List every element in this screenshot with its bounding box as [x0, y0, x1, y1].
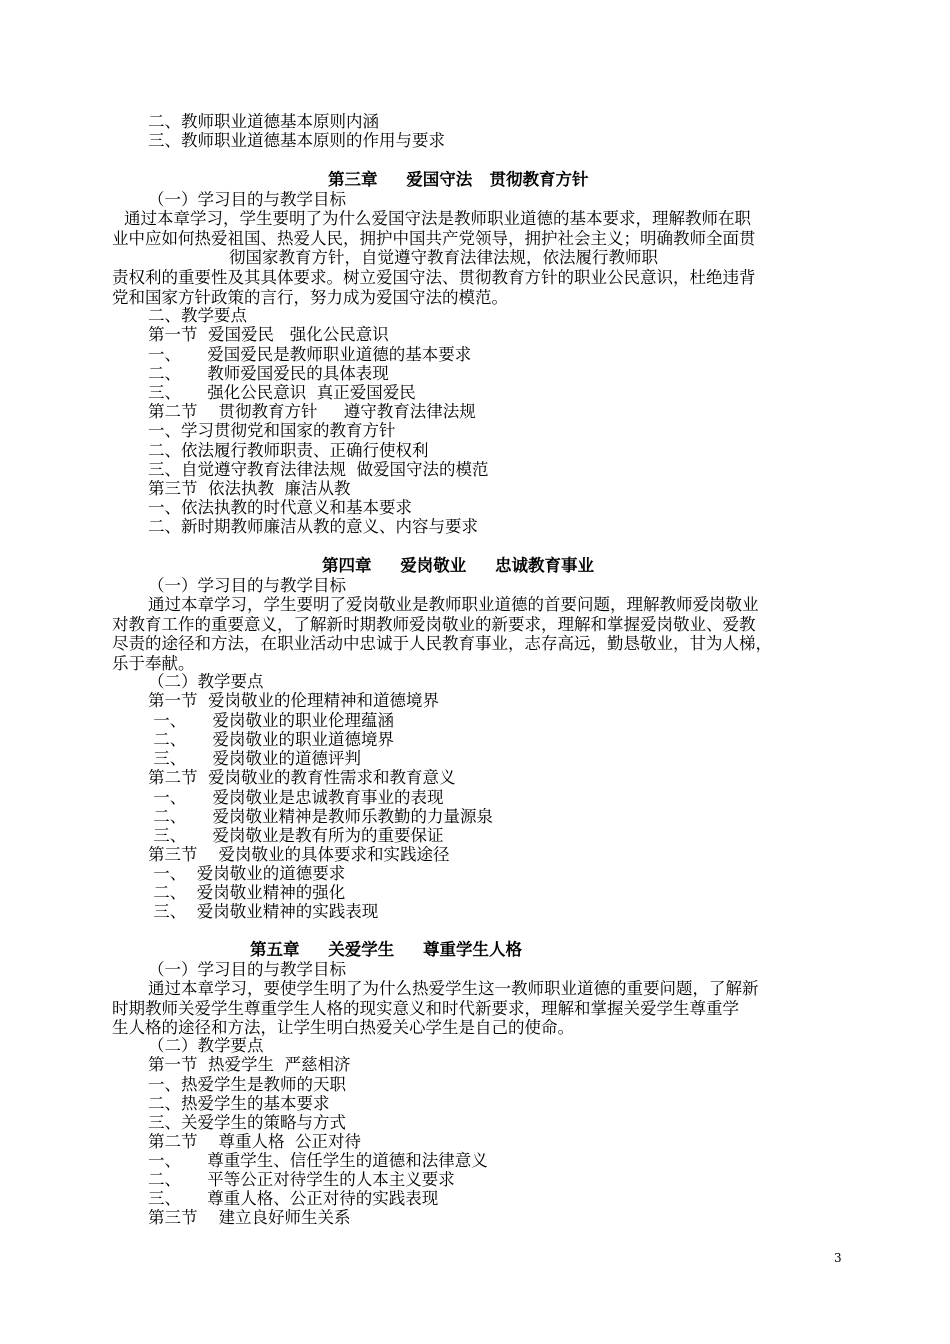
list-item: 二、新时期教师廉洁从教的意义、内容与要求	[148, 517, 478, 536]
paragraph-line: 对教育工作的重要意义，了解新时期教师爱岗敬业的新要求，理解和掌握爱岗敬业、爱教	[112, 615, 756, 634]
list-item: 三、 爱岗敬业的道德评判	[148, 749, 361, 768]
paragraph-line: 通过本章学习，学生要明了爱岗敬业是教师职业道德的首要问题，理解教师爱岗敬业	[148, 595, 759, 614]
section-heading: 第一节 热爱学生 严慈相济	[148, 1055, 351, 1074]
list-item: 三、 爱岗敬业精神的实践表现	[148, 902, 379, 921]
page-number: 3	[834, 1251, 842, 1265]
paragraph-line: 尽责的途径和方法，在职业活动中忠诚于人民教育事业，志存高远，勤恳敬业，甘为人梯，	[112, 634, 772, 653]
list-item: 二、 平等公正对待学生的人本主义要求	[148, 1170, 455, 1189]
list-item: 二、 教师爱国爱民的具体表现	[148, 364, 389, 383]
paragraph-line: 责权利的重要性及其具体要求。树立爱国守法、贯彻教育方针的职业公民意识，杜绝违背	[112, 268, 756, 287]
list-item: 二、 爱岗敬业的职业道德境界	[148, 730, 394, 749]
chapter-4-title: 第四章 爱岗敬业 忠诚教育事业	[322, 556, 594, 575]
list-item: 一、学习贯彻党和国家的教育方针	[148, 421, 396, 440]
list-item: 三、 爱岗敬业是教有所为的重要保证	[148, 826, 444, 845]
list-item: 二、热爱学生的基本要求	[148, 1094, 330, 1113]
list-item: 三、自觉遵守教育法律法规 做爱国守法的模范	[148, 460, 489, 479]
list-item: 三、关爱学生的策略与方式	[148, 1113, 346, 1132]
section-heading: 第二节 尊重人格 公正对待	[148, 1132, 361, 1151]
section-heading: 第三节 建立良好师生关系	[148, 1208, 351, 1227]
list-item: 三、教师职业道德基本原则的作用与要求	[148, 131, 445, 150]
points-heading: 二、教学要点	[148, 306, 247, 325]
chapter-3-title: 第三章 爱国守法 贯彻教育方针	[328, 170, 589, 189]
section-heading: 第二节 贯彻教育方针 遵守教育法律法规	[148, 402, 476, 421]
list-item: 二、 爱岗敬业精神是教师乐教勤的力量源泉	[148, 807, 493, 826]
points-heading: （二）教学要点	[148, 672, 264, 691]
paragraph-line: 通过本章学习，要使学生明了为什么热爱学生这一教师职业道德的重要问题，了解新	[148, 979, 759, 998]
list-item: 二、教师职业道德基本原则内涵	[148, 112, 379, 131]
section-heading: 第三节 依法执教 廉洁从教	[148, 479, 351, 498]
list-item: 二、依法履行教师职责、正确行使权利	[148, 441, 429, 460]
paragraph-line: 乐于奉献。	[112, 654, 195, 673]
paragraph-line: 通过本章学习，学生要明了为什么爱国守法是教师职业道德的基本要求，理解教师在职	[124, 209, 751, 228]
paragraph-line: 生人格的途径和方法，让学生明白热爱关心学生是自己的使命。	[112, 1018, 574, 1037]
list-item: 一、 爱国爱民是教师职业道德的基本要求	[148, 345, 472, 364]
paragraph-line: 时期教师关爱学生尊重学生人格的现实意义和时代新要求，理解和掌握关爱学生尊重学	[112, 999, 739, 1018]
section-heading: 第二节 爱岗敬业的教育性需求和教育意义	[148, 768, 456, 787]
list-item: 一、 爱岗敬业的职业伦理蕴涵	[148, 711, 394, 730]
list-item: 三、 尊重人格、公正对待的实践表现	[148, 1189, 439, 1208]
section-heading: 第三节 爱岗敬业的具体要求和实践途径	[148, 845, 450, 864]
list-item: 一、热爱学生是教师的天职	[148, 1075, 346, 1094]
list-item: 一、 爱岗敬业的道德要求	[148, 864, 346, 883]
paragraph-line: 党和国家方针政策的言行，努力成为爱国守法的模范。	[112, 288, 508, 307]
objectives-heading: （一）学习目的与教学目标	[148, 190, 346, 209]
points-heading: （二）教学要点	[148, 1036, 264, 1055]
paragraph-line: 彻国家教育方针，自觉遵守教育法律法规，依法履行教师职	[229, 248, 658, 267]
section-heading: 第一节 爱岗敬业的伦理精神和道德境界	[148, 691, 439, 710]
objectives-heading: （一）学习目的与教学目标	[148, 576, 346, 595]
chapter-5-title: 第五章 关爱学生 尊重学生人格	[250, 940, 522, 959]
list-item: 一、 爱岗敬业是忠诚教育事业的表现	[148, 788, 444, 807]
list-item: 一、 尊重学生、信任学生的道德和法律意义	[148, 1151, 488, 1170]
section-heading: 第一节 爱国爱民 强化公民意识	[148, 325, 389, 344]
paragraph-line: 业中应如何热爱祖国、热爱人民，拥护中国共产党领导，拥护社会主义；明确教师全面贯	[112, 229, 756, 248]
list-item: 二、 爱岗敬业精神的强化	[148, 883, 346, 902]
list-item: 一、依法执教的时代意义和基本要求	[148, 498, 412, 517]
objectives-heading: （一）学习目的与教学目标	[148, 960, 346, 979]
list-item: 三、 强化公民意识 真正爱国爱民	[148, 383, 416, 402]
